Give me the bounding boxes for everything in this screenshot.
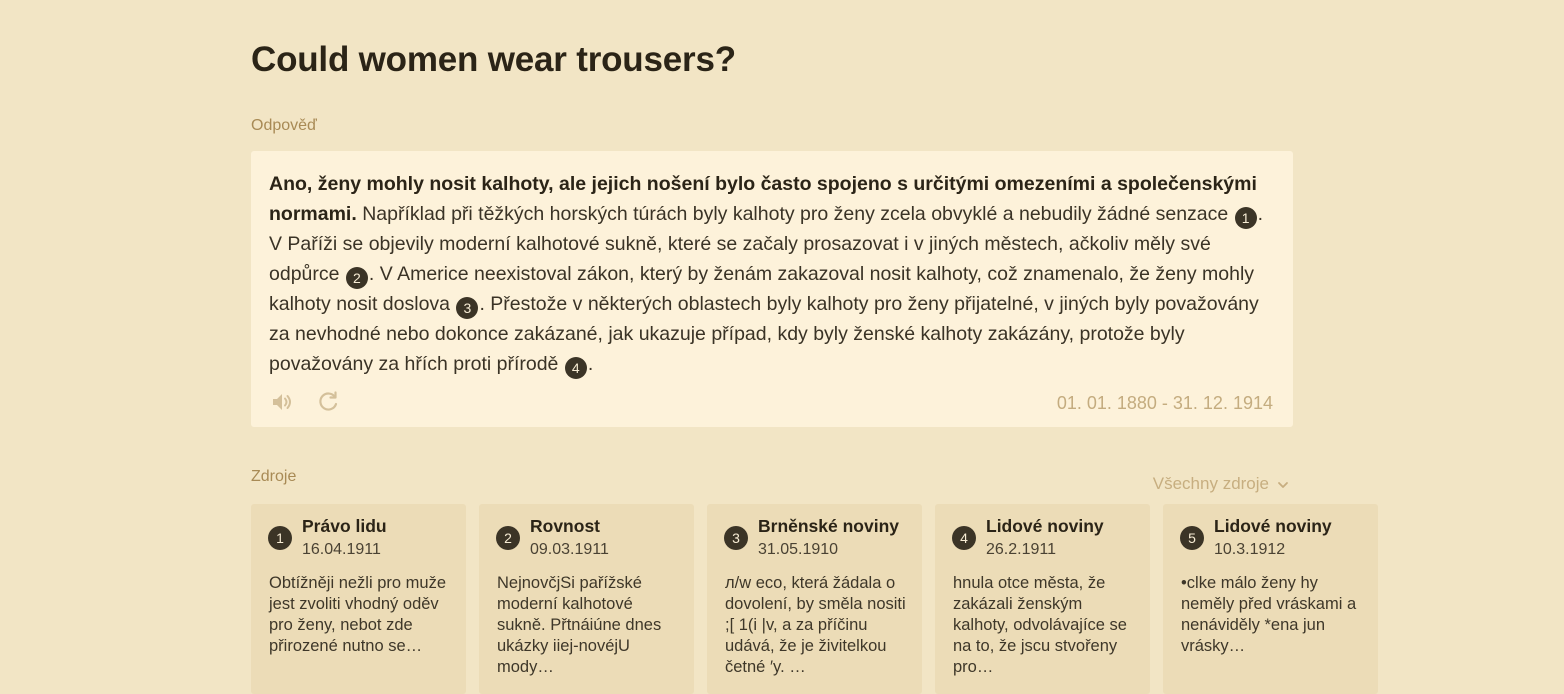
- source-date: 09.03.1911: [530, 541, 609, 558]
- source-number-badge: 3: [724, 526, 748, 550]
- answer-segment: Například při těžkých horských túrách byly kalhoty pro ženy zcela obvyklé a nebudily žádné senzace: [356, 203, 1234, 225]
- citation-badge[interactable]: 1: [1235, 207, 1257, 229]
- answer-segment: . Přestože v některých oblastech byly kalhoty pro ženy přijatelné, v jiných byly považovány za nevhodné nebo dokonce zakázané, jak ukazuje případ, kdy byly ženské kalhoty zakázány, protože byly považovány za hřích proti přírodě: [269, 293, 1259, 375]
- source-date: 16.04.1911: [302, 541, 381, 558]
- citation-badge[interactable]: 2: [346, 267, 368, 289]
- answer-bold-intro: Ano, ženy mohly nosit kalhoty, ale jejich nošení bylo často spojeno s určitými omezeními a společenskými normami.: [269, 173, 1257, 225]
- source-card[interactable]: [935, 504, 1150, 694]
- source-number-badge: 4: [952, 526, 976, 550]
- source-card[interactable]: [251, 504, 466, 694]
- source-date: 10.3.1912: [1214, 541, 1286, 558]
- sources-list: [251, 504, 1357, 680]
- source-card[interactable]: [479, 504, 694, 694]
- source-number-badge: 1: [268, 526, 292, 550]
- source-date: 31.05.1910: [758, 541, 839, 558]
- source-snippet: Obtížněji nežli pro muže jest zvoliti vhodný oděv pro ženy, nebot zde přirozené nutno se…: [269, 574, 446, 655]
- answer-footer: [269, 389, 1273, 417]
- source-date: 26.2.1911: [986, 541, 1056, 558]
- source-card[interactable]: [707, 504, 922, 694]
- citation-badge[interactable]: 3: [456, 297, 478, 319]
- answer-section-label: Odpověď: [251, 117, 317, 134]
- source-title: Rovnost: [530, 516, 600, 536]
- answer-box: [251, 151, 1293, 427]
- source-title: Právo lidu: [302, 516, 387, 536]
- source-snippet: hnula otce města, že zakázali ženským kalhoty, odvolávajíce se na to, že jscu stvořeny pro…: [953, 574, 1127, 676]
- sources-filter-label: Všechny zdroje: [1152, 474, 1269, 493]
- refresh-icon[interactable]: [315, 389, 341, 415]
- page-title: Could women wear trousers?: [251, 40, 736, 79]
- date-range: 01. 01. 1880 - 31. 12. 1914: [1056, 393, 1273, 413]
- sources-section-label: Zdroje: [251, 468, 297, 485]
- answer-segment: .: [587, 353, 594, 375]
- source-snippet: •clke málo ženy hy neměly před vráskami a nenáviděly *ena jun vrásky…: [1181, 574, 1357, 655]
- chevron-down-icon: [1277, 479, 1289, 491]
- source-number-badge: 5: [1180, 526, 1204, 550]
- answer-segment: . V Paříži se objevily moderní kalhotové sukně, které se začaly prosazovat i v jiných městech, ačkoliv měly své odpůrce: [269, 203, 1264, 285]
- source-title: Brněnské noviny: [758, 516, 900, 536]
- source-number-badge: 2: [496, 526, 520, 550]
- source-title: Lidové noviny: [986, 516, 1104, 536]
- source-card[interactable]: [1163, 504, 1378, 694]
- speaker-icon[interactable]: [269, 389, 295, 415]
- source-title: Lidové noviny: [1214, 516, 1332, 536]
- main-content: [251, 0, 1357, 680]
- source-snippet: л/w eco, která žádala o dovolení, by směla nositi ;[ 1(i |v, a za příčinu udává, že je živitelkou četné ′y. …: [725, 574, 906, 676]
- answer-segment: . V Americe neexistoval zákon, který by ženám zakazoval nosit kalhoty, což znamenalo, že ženy mohly kalhoty nosit doslova: [269, 263, 1255, 315]
- answer-text: [269, 169, 1275, 379]
- sources-filter-dropdown[interactable]: [1153, 474, 1289, 494]
- citation-badge[interactable]: 4: [565, 357, 587, 379]
- source-snippet: NejnovčjSi pařížské moderní kalhotové sukně. Přtnáiúne dnes ukázky iiej-novéjU mody…: [497, 574, 662, 676]
